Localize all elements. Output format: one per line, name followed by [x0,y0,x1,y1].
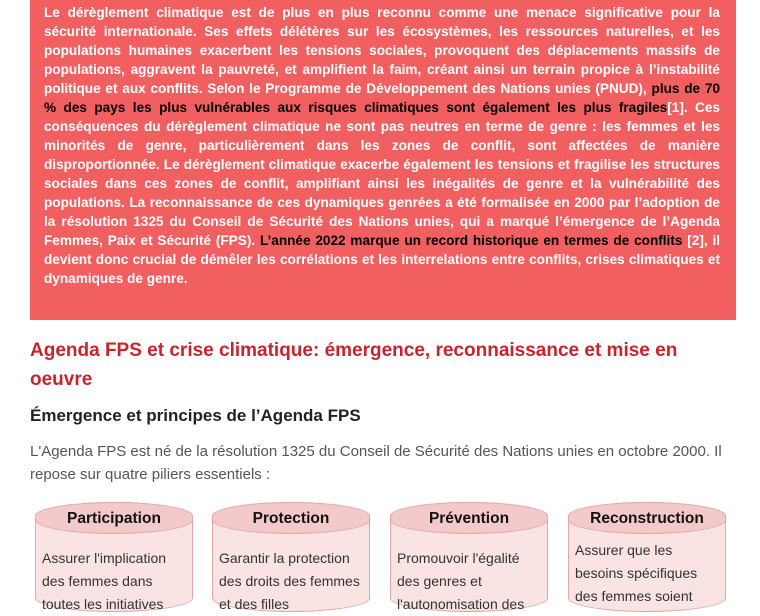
pillar-title: Protection [252,510,330,527]
intro-text-part-2: [1]. Ces conséquences du dérèglement climatique ne sont pas neutres en terme de genre : les femmes et les minorités de genre, particulièrement dans les zones de conflit, sont affectées de manière disproportionnée. Le dérèglement climatique exacerbe également les tensions et fragilise les structures sociales dans ces zones de conflit, amplifiant ainsi les inégalités de genre et la vulnérabilité des populations. La reconnaissance de ces dynamiques genrées a été formalisée en 2000 par l’adoption de la résolution 1325 du Conseil de Sécurité des Nations unies, qui a marqué l’émergence de l’Agenda Femmes, Paix et Sécurité (FPS). [44,100,720,248]
pillar-reconstruction [568,502,726,612]
section-heading: Agenda FPS et crise climatique: émergence, reconnaissance et mise en oeuvre [30,340,678,390]
pillar-description: Assurer l'implication des femmes dans toutes les initiatives [42,550,167,612]
pillar-title: Reconstruction [590,510,704,527]
pillar-title: Participation [67,510,161,527]
pillar-description: Promouvoir l'égalité des genres et l'autonomisation des [397,550,525,612]
pillar-description: Garantir la protection des droits des femmes et des filles [219,550,360,612]
intro-highlight-vulnerable-countries: plus de 70 % des pays les plus vulnérables aux risques climatiques sont également les plus fragiles [44,81,721,115]
intro-callout-box [30,0,736,320]
pillar-protection [212,502,370,612]
pillar-description: Assurer que les besoins spécifiques des femmes soient [575,542,698,604]
intro-highlight-record-2022: L’année 2022 marque un record historique en termes de conflits [259,233,683,248]
section-subheading: Émergence et principes de l’Agenda FPS [30,406,361,425]
pillar-title: Prévention [428,510,510,527]
intro-paragraph [44,3,720,288]
intro-text-part-3: [2], il devient donc crucial de démêler les corrélations et les interrelations entre conflits, crises climatiques et dynamiques de genre. [44,233,720,286]
section-body-text: L'Agenda FPS est né de la résolution 1325 du Conseil de Sécurité des Nations unies en octobre 2000. Il repose sur quatre piliers essentiels : [30,443,722,483]
intro-text-part-1: Le dérèglement climatique est de plus en plus reconnu comme une menace significative pour la sécurité internationale. Ses effets délétères sur les écosystèmes, les ressources naturelles, et les populations humaines exacerbent les tensions sociales, provoquent des déplacements massifs de populations, aggravent la pauvreté, et amplifient la faim, créant ainsi un terrain propice à l’instabilité politique et aux conflits. Selon le Programme de Développement des Nations unies (PNUD), [44,5,720,96]
pillar-participation [35,502,193,612]
pillar-prevention [390,502,548,612]
